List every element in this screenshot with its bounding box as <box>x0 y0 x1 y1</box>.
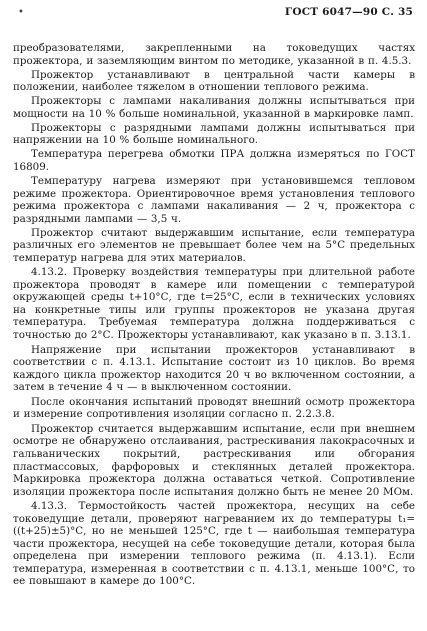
section-paragraph: 4.13.3. Термостойкость частей прожектора, несущих на себе токоведущие детали, проверяют нагреванием их до температуры t₁=((t+25)±5)°С, но не меньшей 125°С, где t — наибольшая температура части прожектора, несущей на себе токоведущие детали, которая была определена при измерении теплового режима (п. 4.13.1). Если температура, измеренная в соответствии с п. 4.13.1, меньше 100°С, то ее повышают в камере до 100°С. <box>13 500 415 588</box>
paragraph: Прожектор устанавливают в центральной части камеры в положении, наиболее тяжелом в отношении теплового режима. <box>13 68 415 94</box>
paragraph: Температуру нагрева измеряют при установившемся тепловом режиме прожектора. Ориентировочное время установления теплового режима прожектора с лампами накаливания — 2 ч, прожектора с разрядными лампами — 3,5 ч. <box>13 174 415 225</box>
paragraph: Прожекторы с разрядными лампами должны испытываться при напряжении на 10 % больше номинального. <box>13 121 415 147</box>
paragraph: Прожектор считают выдержавшим испытание, если температура различных его элементов не превышает более чем на 5°С предельных температур нагрева для этих материалов. <box>13 226 415 264</box>
section-paragraph: 4.13.2. Проверку воздействия температуры при длительной работе прожектора проводят в камере или помещении с температурой окружающей среды t+10°С, где t=25°С, если в технических условиях на конкретные типы или группы прожекторов не указана другая температура. Требуемая температура должна поддерживаться с точностью до 2°С. Прожекторы устанавливают, как указано в п. 3.13.1. <box>13 266 415 342</box>
paragraph: Напряжение при испытании прожекторов устанавливают в соответствии с п. 4.13.1. Испытание состоит из 10 циклов. Во время каждого цикла прожектор находится 20 ч во включенном состоянии, а затем в течение 4 ч — в выключенном состоянии. <box>13 343 415 394</box>
page-mark: • <box>18 7 24 18</box>
page-header <box>0 6 427 24</box>
document-body <box>13 42 415 589</box>
paragraph: Температура перегрева обмотки ПРА должна измеряться по ГОСТ 16809. <box>13 148 415 173</box>
paragraph: После окончания испытаний проводят внешний осмотр прожектора и измерение сопротивления изоляции согласно п. 2.2.3.8. <box>13 395 415 421</box>
page-header-title: ГОСТ 6047—90 С. 35 <box>284 6 413 18</box>
paragraph: Прожектор считается выдержавшим испытание, если при внешнем осмотре не обнаружено отслаивания, растрескивания лакокрасочных и гальванических покрытий, растрескивания или обгорания пластмассовых, фарфоровых и стеклянных деталей прожектора. Маркировка прожектора должна оставаться четкой. Сопротивление изоляции прожектора после испытания должно быть не менее 20 МОм. <box>13 422 415 498</box>
paragraph: преобразователями, закрепленными на токоведущих частях прожектора, и заземляющим винтом по методике, указанной в п. 4.5.3. <box>13 42 415 67</box>
paragraph: Прожекторы с лампами накаливания должны испытываться при мощности на 10 % больше номинальной, указанной в маркировке ламп. <box>13 95 415 120</box>
